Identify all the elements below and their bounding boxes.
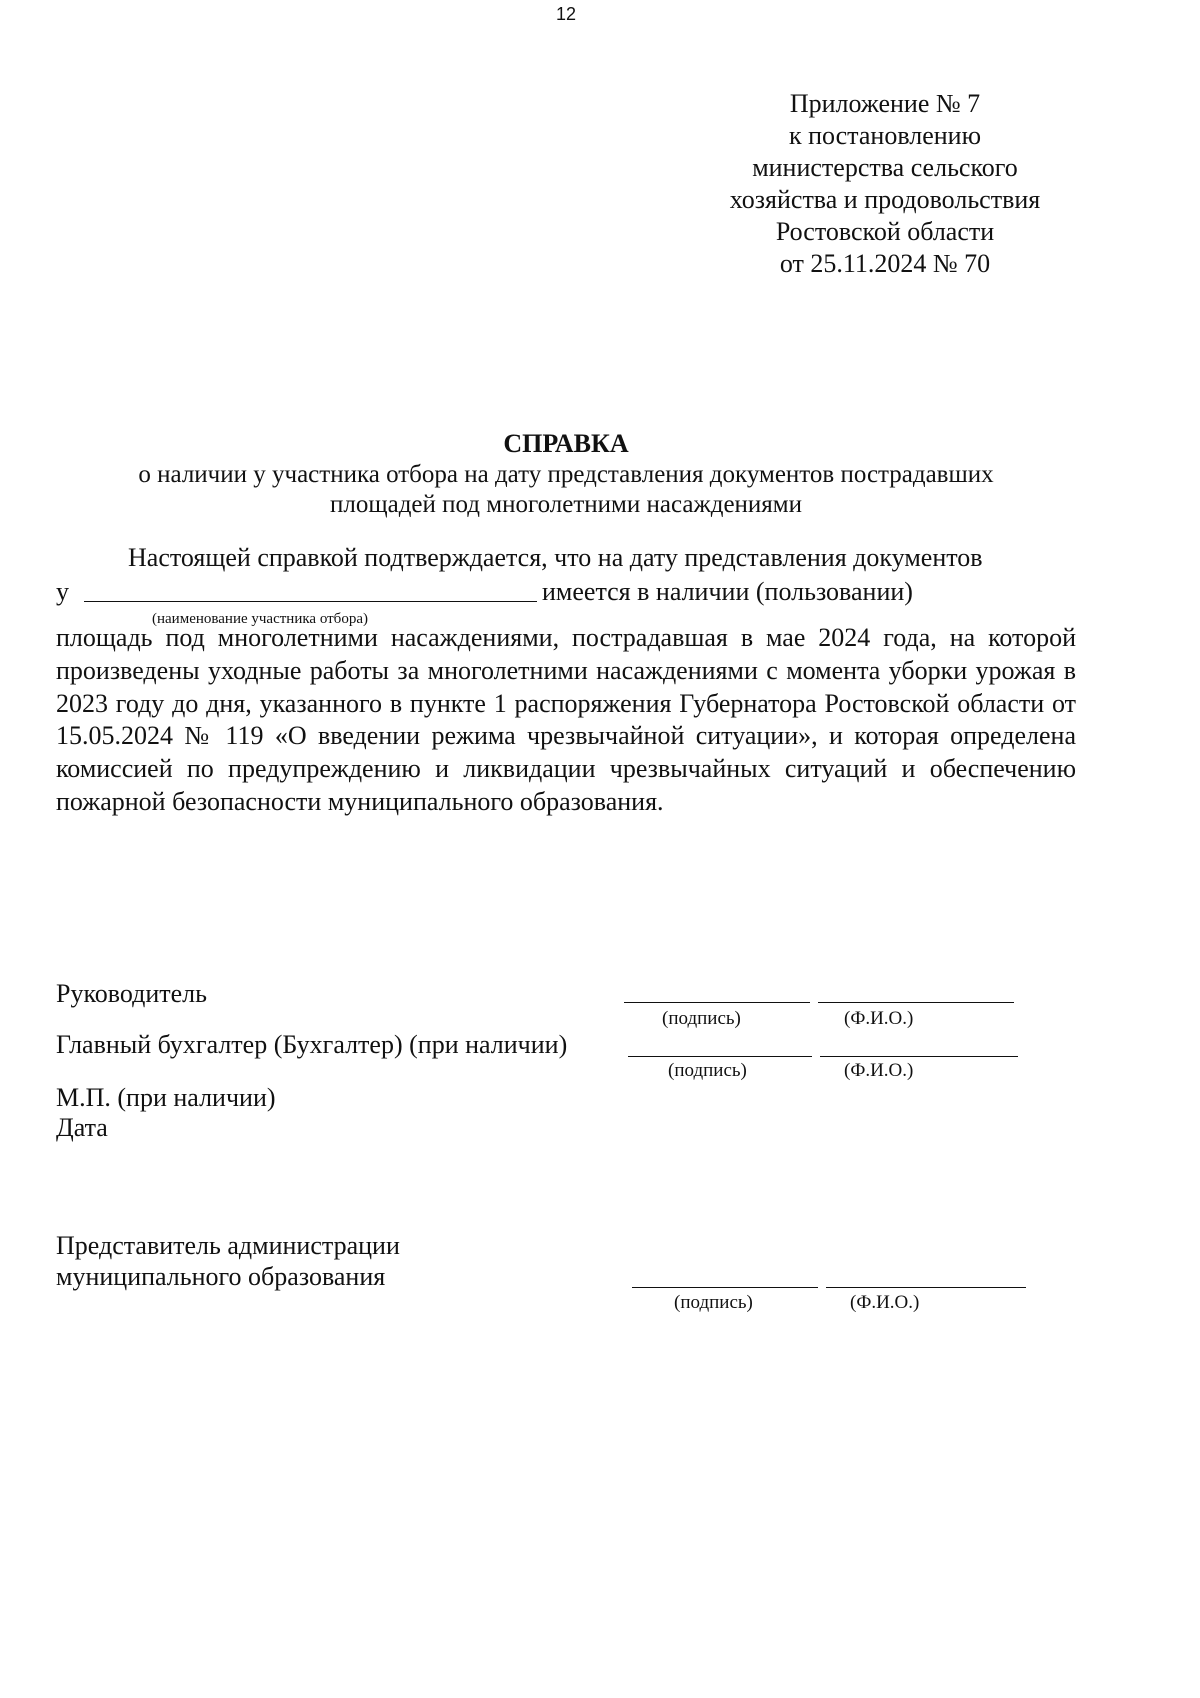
document-subtitle (56, 460, 1076, 520)
page-number: 12 (555, 4, 577, 24)
appendix-line: хозяйства и продовольствия (729, 185, 1041, 214)
appendix-line: Приложение № 7 (789, 89, 981, 118)
accountant-name-caption: (Ф.И.О.) (844, 1060, 914, 1081)
appendix-block (655, 88, 1115, 280)
representative-name-line (826, 1287, 1026, 1288)
representative-signature-caption: (подпись) (674, 1292, 753, 1313)
prefix-u: у (56, 577, 69, 606)
chief-accountant-label: Главный бухгалтер (Бухгалтер) (при наличии) (56, 1030, 568, 1059)
head-name-caption: (Ф.И.О.) (844, 1008, 914, 1029)
body-first-line: Настоящей справкой подтверждается, что на дату представления документов (128, 543, 983, 572)
representative-label-line1: Представитель администрации (56, 1231, 400, 1260)
head-signature-line (624, 1002, 810, 1003)
document-title: СПРАВКА (503, 429, 629, 458)
accountant-signature-caption: (подпись) (668, 1060, 747, 1081)
accountant-name-line (820, 1056, 1018, 1057)
body-paragraph: площадь под многолетними насаждениями, пострадавшая в мае 2024 года, на которой произведены уходные работы за многолетними насаждениями с момента уборки урожая в 2023 году до дня, указанного в пункте 1 распоряжения Губернатора Ростовской области от 15.05.2024 № 119 «О введении режима чрезвычайной ситуации», и которая определена комиссией по предупреждению и ликвидации чрезвычайных ситуаций и обеспечению пожарной безопасности муниципального образования. (56, 623, 1076, 816)
participant-name-blank (84, 601, 537, 602)
availability-text: имеется в наличии (пользовании) (542, 577, 913, 606)
representative-signature-line (632, 1287, 818, 1288)
date-label: Дата (56, 1113, 108, 1142)
subtitle-line: площадей под многолетними насаждениями (330, 491, 802, 518)
head-signature-caption: (подпись) (662, 1008, 741, 1029)
appendix-line: к постановлению (788, 121, 982, 150)
participant-caption: (наименование участника отбора) (152, 611, 368, 627)
appendix-line: министерства сельского (752, 153, 1018, 182)
appendix-line: от 25.11.2024 № 70 (779, 249, 991, 278)
head-name-line (818, 1002, 1014, 1003)
subtitle-line: о наличии у участника отбора на дату представления документов пострадавших (138, 461, 994, 488)
head-label: Руководитель (56, 979, 207, 1008)
representative-label-line2: муниципального образования (56, 1262, 386, 1291)
accountant-signature-line (628, 1056, 812, 1057)
appendix-line: Ростовской области (775, 217, 995, 246)
representative-name-caption: (Ф.И.О.) (850, 1292, 920, 1313)
stamp-label: М.П. (при наличии) (56, 1083, 276, 1112)
